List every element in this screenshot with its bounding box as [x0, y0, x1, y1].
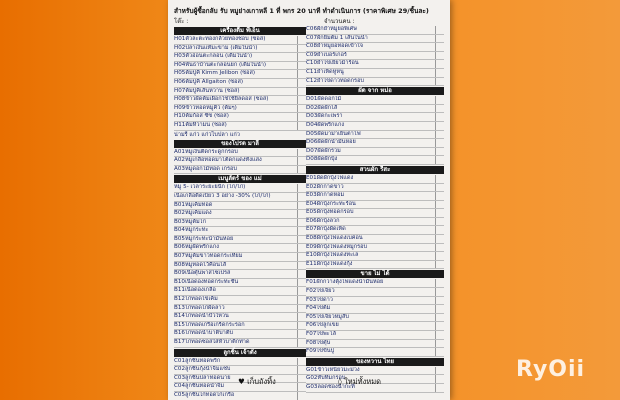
- category-header: ผัด จาก หม่อ: [306, 87, 444, 95]
- menu-item-row: [306, 139, 444, 148]
- category-header: เมนูลัดร์ ของ แม่: [174, 175, 306, 183]
- menu-item-label: หมู 5- เวลาระยะยนัก (ไก่/ไก่): [174, 184, 246, 191]
- menu-item-label: D01ผัดดอกไม้: [306, 96, 342, 103]
- menu-item-row: [174, 210, 306, 219]
- menu-item-row: [306, 235, 444, 244]
- menu-item-label: B17ไก่ทอดซอสใส่หัวบาติกท่าด: [174, 339, 250, 345]
- menu-item-label: B07หมูต้มขาวทอดกระเทียม: [174, 253, 243, 260]
- menu-item-label: H08ข้าวผัดต้มเผือกใช่ใช้ยิ่ลดอส (ซอส): [174, 96, 269, 103]
- menu-item-row: [174, 70, 306, 79]
- menu-item-row: [306, 314, 444, 323]
- menu-item-label: E02ผักกาดขาว: [306, 183, 344, 190]
- quantity-box: [297, 105, 306, 113]
- menu-item-label: C03ลูกชิ้นปลาทอดนาย: [174, 374, 231, 381]
- menu-item-row: [174, 270, 306, 279]
- quantity-box: [297, 358, 306, 366]
- menu-item-row: [174, 358, 306, 367]
- menu-item-label: B12ไก่ทอดไข่เค็ม: [174, 296, 218, 303]
- menu-item-label: D08ผัดผักบุ้ง: [306, 156, 338, 163]
- menu-item-label: เนื้อเกลือติดเบี้ยว 3 อย่าง -30% (ไก่/ไก่): [174, 192, 271, 199]
- menu-item-label: E04ผักบุ้งกระทะร้อน: [306, 200, 356, 207]
- menu-item-label: C01ลูกชิ้นทอดพริก: [174, 357, 221, 364]
- quantity-box: [297, 313, 306, 321]
- menu-item-label: D05ผัดมาม่าเย็นตาโฟ: [306, 130, 361, 137]
- menu-item-label: E03ผักกาดหอม: [306, 192, 345, 199]
- quantity-box: [297, 79, 306, 87]
- menu-item-row: [306, 367, 444, 376]
- menu-item-row: [174, 253, 306, 262]
- quantity-box: [297, 53, 306, 61]
- menu-item-label: B02หมูเค็มแดง: [174, 210, 212, 217]
- menu-item-row: [306, 252, 444, 261]
- quantity-box: [435, 340, 444, 348]
- menu-item-row: [174, 79, 306, 88]
- quantity-box: [435, 288, 444, 296]
- quantity-box: [435, 156, 444, 164]
- menu-item-row: [306, 43, 444, 52]
- menu-item-row: [174, 193, 306, 202]
- menu-item-row: [306, 218, 444, 227]
- menu-item-row: [174, 322, 306, 331]
- quantity-box: [297, 270, 306, 278]
- quantity-box: [435, 60, 444, 68]
- quantity-box: [297, 62, 306, 70]
- menu-item-row: [306, 52, 444, 61]
- quantity-box: [435, 201, 444, 209]
- quantity-box: [435, 192, 444, 200]
- menu-item-label: H04พันธาบ้านตะกลอนยก (เติมในน้ำ): [174, 61, 267, 68]
- menu-item-label: E01ผัดผักบุ้งไฟแดง: [306, 174, 354, 181]
- quantity-box: [297, 339, 306, 347]
- menu-item-label: B06หมูผัดพริกแกง: [174, 244, 220, 251]
- menu-item-row: [174, 149, 306, 158]
- quantity-box: [435, 209, 444, 217]
- menu-item-label: D06ผัดผักน้ำมันหอย: [306, 139, 356, 146]
- menu-item-row: [306, 209, 444, 218]
- quantity-box: [435, 375, 444, 383]
- menu-item-label: C06ผักยำหมูยอพิเศษ: [306, 26, 357, 32]
- quantity-box: [297, 45, 306, 53]
- sheet-subheader: [174, 16, 444, 26]
- menu-item-row: [174, 296, 306, 305]
- quantity-box: [435, 348, 444, 356]
- quantity-box: [297, 305, 306, 313]
- quantity-box: [297, 184, 306, 192]
- menu-item-label: H11ต้มหิวามน (ซอส): [174, 121, 227, 128]
- menu-item-label: C05ลูกชิ้นไก่ทอดไก่เกรือ: [174, 391, 235, 398]
- menu-item-row: [306, 192, 444, 201]
- quantity-box: [435, 96, 444, 104]
- menu-order-sheet: [168, 0, 450, 400]
- menu-item-row: [306, 201, 444, 210]
- menu-item-label: F07ไข่พะโล้: [306, 331, 337, 337]
- menu-item-label: B15ไก่ทอดเกรือเกร็ดกระรอก: [174, 321, 245, 328]
- menu-item-row: [174, 244, 306, 253]
- menu-item-row: [306, 122, 444, 131]
- quantity-box: [435, 322, 444, 330]
- quantity-box: [435, 131, 444, 139]
- menu-item-label: B14ไก่ทอดน้ำบัวใหวน: [174, 313, 229, 320]
- menu-item-row: [174, 392, 306, 400]
- quantity-box: [297, 383, 306, 391]
- footer-right: ◊ ใหม่ทั้งหมด: [338, 377, 382, 386]
- menu-item-label: F08ไข่ตุ๋น: [306, 339, 331, 346]
- menu-item-label: F05ไข่เจียวหมูสับ: [306, 313, 349, 320]
- menu-item-label: A02หมูเกลือทอดมาโต้ดกแดงทั้งแสง: [174, 157, 262, 164]
- menu-item-row: [306, 96, 444, 105]
- people-count-label: จำนวนคน :: [324, 18, 355, 25]
- category-header: ของหวาน ไทย: [306, 358, 444, 366]
- menu-item-row: [306, 288, 444, 297]
- footer-left: ♥ เก็บถังทิ้ง: [238, 377, 276, 386]
- menu-item-label: C10ยำไข่เยี่ยวม้าร้อน: [306, 60, 359, 67]
- quantity-box: [435, 331, 444, 339]
- quantity-box: [435, 43, 444, 51]
- category-header: สวนผัก รีสะ: [306, 166, 444, 174]
- menu-item-row: [306, 35, 444, 44]
- menu-item-label: F01ผักกวางตุ้งไฟแดงน้ำมันหอย: [306, 279, 384, 286]
- menu-item-row: [306, 60, 444, 69]
- menu-item-label: G03ลอดช่องน้ำกะทิ: [306, 383, 355, 390]
- quantity-box: [297, 392, 306, 400]
- menu-item-label: D02ผัดผักไส้: [306, 104, 338, 111]
- quantity-box: [297, 366, 306, 374]
- menu-item-row: [306, 340, 444, 349]
- menu-item-row: [306, 261, 444, 270]
- quantity-box: [297, 193, 306, 201]
- quantity-box: [435, 297, 444, 305]
- menu-item-label: F02ไข่เจียว: [306, 288, 335, 295]
- menu-item-label: H07ต้มปูคิเส้นหวาน (ซอส): [174, 87, 240, 94]
- menu-item-row: [306, 156, 444, 165]
- section-note: น่ามรี แก่ว แก่วไบปลา แก่ว: [174, 131, 240, 138]
- quantity-box: [297, 36, 306, 44]
- quantity-box: [297, 262, 306, 270]
- menu-item-label: E08ผักบุ้งไฟแดงเบค่อน: [306, 235, 363, 242]
- quantity-box: [435, 261, 444, 269]
- quantity-box: [435, 305, 444, 313]
- menu-item-row: [174, 313, 306, 322]
- menu-item-label: E10ผักบุ้งไฟแดงทะเล: [306, 252, 359, 259]
- menu-item-label: H06ต้มปูคิ Allgaiton (ซอส): [174, 78, 244, 85]
- quantity-box: [435, 384, 444, 392]
- quantity-box: [435, 279, 444, 287]
- menu-item-row: [306, 184, 444, 193]
- quantity-box: [435, 26, 444, 34]
- menu-item-row: [174, 339, 306, 348]
- menu-item-label: F09ไข่ข้นปู: [306, 348, 335, 355]
- menu-item-label: H05ต้มปูคิ Kimm Jelibon (ซอส): [174, 70, 256, 77]
- menu-item-row: [174, 279, 306, 288]
- menu-item-label: B10เนื้อดองทอดกระทะชั้น: [174, 278, 239, 285]
- menu-item-label: B09เนื้อตุ๋นพาสโซเปรส: [174, 270, 231, 277]
- quantity-box: [297, 244, 306, 252]
- menu-item-row: [306, 113, 444, 122]
- right-column: [306, 26, 444, 393]
- menu-item-row: [306, 348, 444, 357]
- quantity-box: [297, 279, 306, 287]
- quantity-box: [297, 88, 306, 96]
- menu-item-row: [306, 175, 444, 184]
- quantity-box: [435, 218, 444, 226]
- menu-item-row: [174, 122, 306, 131]
- quantity-box: [435, 122, 444, 130]
- menu-item-label: C11ยำเห็ดหูหนู: [306, 68, 344, 75]
- menu-item-row: [174, 219, 306, 228]
- sheet-title: สำหรับผู้ซื้อกลับ รับ หมูย่างเกาหลี 1 ที่ พกร 20 นาที ทำดำเนินการ (ราคาพิเศษ 29/ชิ้นละ): [174, 7, 429, 15]
- menu-item-row: [174, 227, 306, 236]
- menu-item-row: [306, 244, 444, 253]
- menu-item-row: [306, 69, 444, 78]
- menu-item-label: C02ลูกชิ้นกุ้งน้ำจิ้มแซ่บ: [174, 366, 231, 373]
- menu-item-label: A01หมูเงินติดกระดูกกรอบ: [174, 148, 238, 155]
- menu-item-row: [174, 166, 306, 175]
- menu-item-label: B01หมูเค็มทอด: [174, 201, 213, 208]
- quantity-box: [435, 252, 444, 260]
- menu-item-row: [306, 305, 444, 314]
- quantity-box: [435, 244, 444, 252]
- menu-item-label: H10ต้มก้อส ซีซ (ซอส): [174, 113, 229, 120]
- quantity-box: [297, 219, 306, 227]
- menu-item-row: [306, 105, 444, 114]
- menu-item-row: [174, 184, 306, 193]
- menu-item-label: C12ยำไข่ดาวทอดกรอบ: [306, 77, 364, 84]
- menu-item-row: [306, 331, 444, 340]
- category-header: ลูกชิ้น เจ้าดัง: [174, 349, 306, 357]
- table-note: โต๊ะ :: [174, 18, 189, 25]
- menu-item-row: [306, 279, 444, 288]
- quantity-box: [297, 122, 306, 130]
- menu-item-row: [174, 62, 306, 71]
- menu-item-row: [306, 297, 444, 306]
- quantity-box: [435, 367, 444, 375]
- quantity-box: [297, 202, 306, 210]
- quantity-box: [435, 226, 444, 234]
- menu-item-label: G01ข้าวเหนียวมะม่วง: [306, 366, 360, 373]
- menu-item-row: [174, 157, 306, 166]
- menu-item-label: E07ผักบุ้งผัดเห็ด: [306, 226, 346, 233]
- category-header: ขาย ไม่ ได้: [306, 270, 444, 278]
- menu-item-row: [306, 148, 444, 157]
- menu-item-label: D04ผัดพริกแกง: [306, 121, 345, 128]
- menu-item-label: E06ผักบุ้งลวก: [306, 217, 340, 224]
- quantity-box: [435, 52, 444, 60]
- category-header: ของโปรด มาลี: [174, 140, 306, 148]
- quantity-box: [435, 235, 444, 243]
- menu-item-label: D03ผัดกะเพรา: [306, 113, 343, 120]
- menu-item-label: G02ทับทิมกรอบ: [306, 375, 346, 382]
- menu-item-label: H02ปลาเงินแท้มะขาม (เติมในน้ำ): [174, 44, 258, 51]
- quantity-box: [297, 296, 306, 304]
- menu-item-label: H09ข้าวทอดหมูคิ่ว (ต้มๆ): [174, 104, 237, 111]
- menu-item-label: B13ไก่ทอดไก่ผัดลาว: [174, 304, 225, 311]
- menu-item-label: A03หมูดอกไม้ทอด เกรอบ: [174, 165, 237, 172]
- menu-item-row: [174, 287, 306, 296]
- quantity-box: [435, 175, 444, 183]
- quantity-box: [297, 210, 306, 218]
- menu-item-label: F04ไข่ต้ม: [306, 305, 331, 312]
- menu-item-label: E05ผักบุ้งทอดกรอบ: [306, 209, 354, 216]
- quantity-box: [435, 113, 444, 121]
- menu-item-label: E11ผักบุ้งไฟแดงกุ้ง: [306, 260, 353, 267]
- quantity-box: [297, 70, 306, 78]
- quantity-box: [297, 227, 306, 235]
- quantity-box: [297, 157, 306, 165]
- menu-item-row: [174, 53, 306, 62]
- menu-item-row: [306, 131, 444, 140]
- quantity-box: [297, 287, 306, 295]
- menu-item-label: H01ตัวละตะทองกล้วยทองชอบ (ซอส): [174, 36, 266, 42]
- menu-item-label: C08ยำหมูยอทอดเข้าใจ: [306, 43, 364, 50]
- category-header: เครื่องดื่ม พีเอ็น: [174, 27, 306, 35]
- menu-item-row: [174, 45, 306, 54]
- menu-item-label: H03ตัวอ่อนตะกลอน (เติมในน้ำ): [174, 53, 253, 60]
- menu-item-label: B04หมูกระทะ: [174, 227, 209, 234]
- menu-item-row: [174, 305, 306, 314]
- left-column: [174, 26, 306, 400]
- quantity-box: [435, 69, 444, 77]
- quantity-box: [297, 166, 306, 174]
- menu-item-label: C07ผักยิ้มต้ม 1 เส้นในน้ำ: [306, 34, 368, 41]
- quantity-box: [297, 96, 306, 104]
- quantity-box: [297, 330, 306, 338]
- quantity-box: [435, 35, 444, 43]
- quantity-box: [435, 148, 444, 156]
- menu-item-label: B05หมูกระทะน้ำมันหอย: [174, 235, 234, 242]
- menu-item-row: [174, 105, 306, 114]
- menu-item-label: B08หมูทอดไว้คื่อนไส้: [174, 261, 227, 268]
- menu-item-row: [174, 96, 306, 105]
- menu-item-label: D07ผัดผักรวม: [306, 147, 341, 154]
- menu-item-row: [174, 36, 306, 45]
- quantity-box: [297, 113, 306, 121]
- menu-item-label: B16ไก่ทอดน้ำบาติบาติบ: [174, 330, 233, 337]
- menu-item-label: B11เนื้อดองเกลือ: [174, 287, 216, 294]
- menu-item-label: E09ผักบุ้งไฟแดงหมูกรอบ: [306, 243, 368, 250]
- ryoii-watermark: RyOii: [516, 357, 586, 382]
- quantity-box: [297, 322, 306, 330]
- menu-item-row: [174, 202, 306, 211]
- menu-item-row: [174, 88, 306, 97]
- quantity-box: [435, 78, 444, 86]
- menu-item-row: [306, 226, 444, 235]
- menu-item-row: [174, 366, 306, 375]
- menu-item-label: B03หมูต้มไก่: [174, 218, 206, 225]
- quantity-box: [297, 236, 306, 244]
- menu-item-row: [174, 236, 306, 245]
- menu-item-row: [174, 330, 306, 339]
- menu-item-label: C04ลูกชิ้นทอดนำจิ้ม: [174, 383, 225, 390]
- quantity-box: [435, 184, 444, 192]
- quantity-box: [435, 139, 444, 147]
- menu-item-row: [174, 113, 306, 122]
- menu-item-row: [306, 26, 444, 35]
- quantity-box: [297, 375, 306, 383]
- quantity-box: [297, 149, 306, 157]
- menu-item-label: F06ไข่ลูกเขย: [306, 322, 339, 329]
- menu-item-row: [306, 322, 444, 331]
- menu-item-label: F03ไข่ดาว: [306, 296, 333, 303]
- menu-item-row: [306, 78, 444, 87]
- menu-item-row: [174, 262, 306, 271]
- menu-item-label: C09ยำเบอร์เกอร์: [306, 51, 347, 58]
- quantity-box: [435, 105, 444, 113]
- quantity-box: [297, 253, 306, 261]
- quantity-box: [435, 314, 444, 322]
